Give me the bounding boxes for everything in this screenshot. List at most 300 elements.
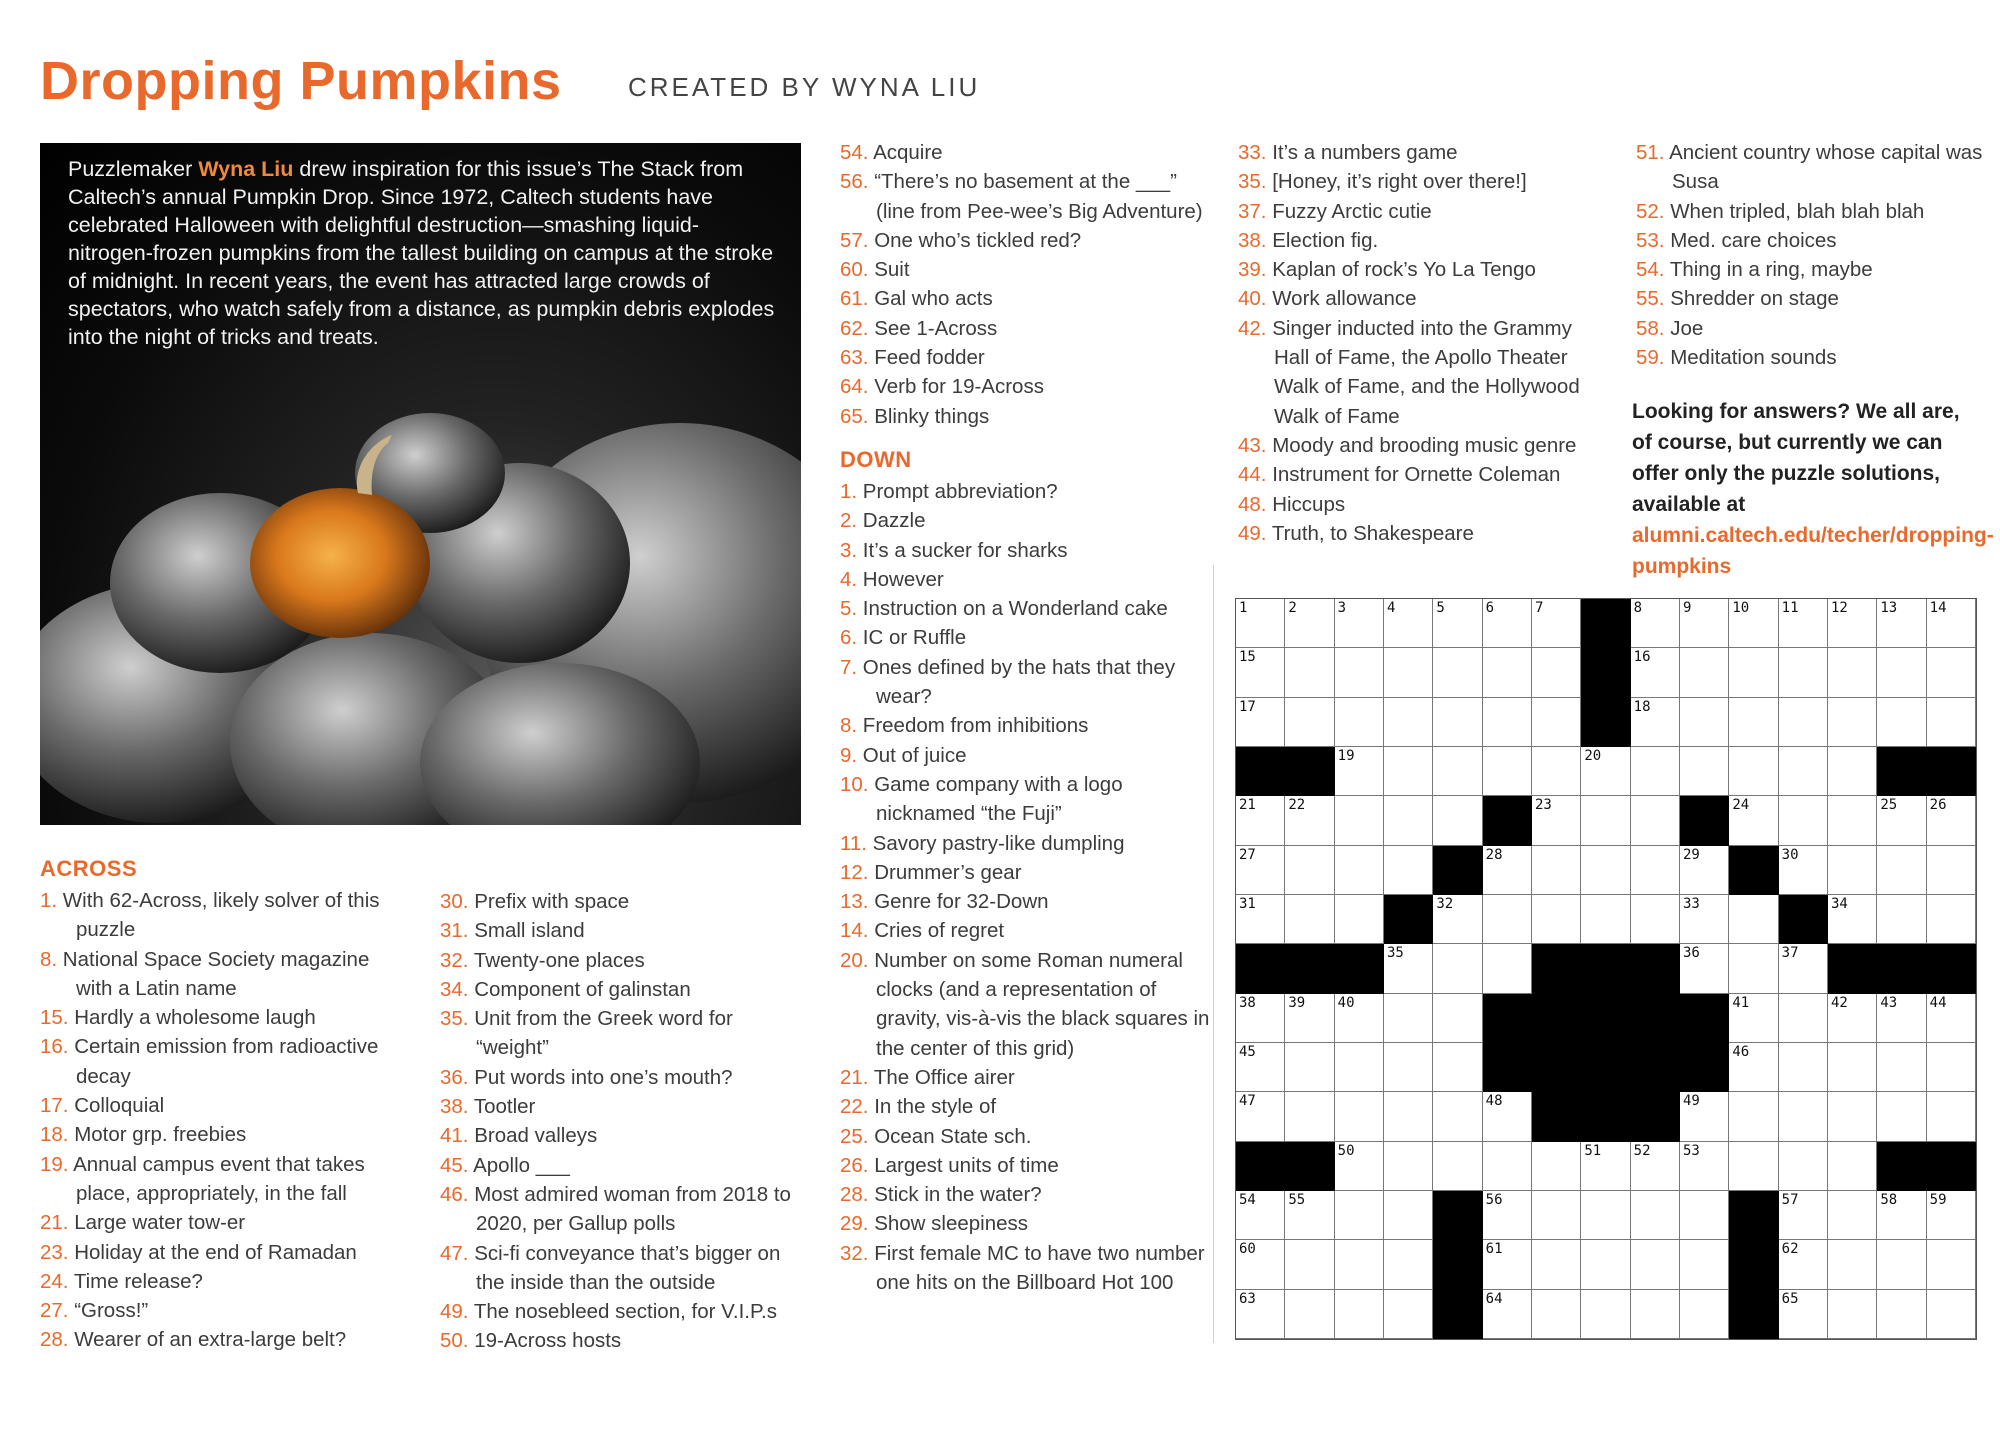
- grid-cell[interactable]: [1927, 796, 1976, 845]
- grid-cell[interactable]: [1285, 1240, 1334, 1289]
- grid-cell[interactable]: [1532, 1290, 1581, 1339]
- grid-cell[interactable]: [1779, 944, 1828, 993]
- black-square: [1680, 1043, 1729, 1092]
- black-square: [1285, 1142, 1334, 1191]
- grid-cell[interactable]: [1927, 1240, 1976, 1289]
- grid-cell[interactable]: [1680, 944, 1729, 993]
- across-clue-57: [840, 226, 1210, 255]
- black-square: [1483, 994, 1532, 1043]
- grid-cell[interactable]: [1236, 698, 1285, 747]
- grid-cell[interactable]: [1779, 1043, 1828, 1092]
- grid-cell[interactable]: [1384, 846, 1433, 895]
- grid-cell[interactable]: [1631, 796, 1680, 845]
- black-square: [1532, 1092, 1581, 1141]
- grid-cell[interactable]: [1877, 994, 1926, 1043]
- grid-cell[interactable]: [1729, 1142, 1778, 1191]
- grid-cell[interactable]: [1779, 698, 1828, 747]
- clue-text: IC or Ruffle: [857, 626, 967, 650]
- grid-cell[interactable]: [1828, 747, 1877, 796]
- grid-cell[interactable]: [1483, 1290, 1532, 1339]
- clue-text: Election fig.: [1266, 228, 1379, 252]
- grid-cell[interactable]: [1877, 846, 1926, 895]
- clue-text: Ones defined by the hats that they wear?: [857, 655, 1176, 709]
- grid-cell[interactable]: [1581, 1142, 1630, 1191]
- across-clue-17: [40, 1091, 410, 1120]
- clue-text: Certain emission from radioactive decay: [68, 1035, 379, 1088]
- grid-cell[interactable]: [1631, 599, 1680, 648]
- grid-cell[interactable]: [1927, 1092, 1976, 1141]
- down-clue-28: [840, 1180, 1210, 1209]
- grid-cell[interactable]: [1433, 895, 1482, 944]
- cell-number: 46: [1732, 1044, 1750, 1060]
- clue-number: 10.: [840, 772, 869, 796]
- grid-cell[interactable]: [1483, 1092, 1532, 1141]
- grid-cell[interactable]: [1335, 994, 1384, 1043]
- grid-cell[interactable]: [1433, 994, 1482, 1043]
- grid-cell[interactable]: [1779, 994, 1828, 1043]
- grid-cell[interactable]: [1877, 648, 1926, 697]
- grid-cell[interactable]: [1285, 994, 1334, 1043]
- grid-cell[interactable]: [1335, 1092, 1384, 1141]
- cell-number: 25: [1880, 797, 1898, 814]
- cell-number: 26: [1929, 797, 1947, 814]
- grid-cell[interactable]: [1729, 994, 1778, 1043]
- grid-cell[interactable]: [1729, 698, 1778, 747]
- grid-cell[interactable]: [1483, 1240, 1532, 1289]
- grid-cell[interactable]: [1236, 648, 1285, 697]
- clue-text: The nosebleed section, for V.I.P.s: [468, 1300, 777, 1324]
- grid-cell[interactable]: [1384, 796, 1433, 845]
- clue-text: Small island: [468, 919, 585, 943]
- clue-text: [Honey, it’s right over there!]: [1266, 170, 1527, 194]
- cell-number: 13: [1880, 600, 1898, 616]
- grid-cell[interactable]: [1384, 698, 1433, 747]
- grid-cell[interactable]: [1828, 895, 1877, 944]
- grid-cell[interactable]: [1433, 1043, 1482, 1092]
- black-square: [1483, 796, 1532, 845]
- grid-cell[interactable]: [1877, 1191, 1926, 1240]
- grid-cell[interactable]: [1285, 599, 1334, 648]
- grid-cell[interactable]: [1927, 895, 1976, 944]
- grid-cell[interactable]: [1236, 1240, 1285, 1289]
- grid-cell[interactable]: [1828, 846, 1877, 895]
- grid-cell[interactable]: [1927, 698, 1976, 747]
- grid-cell[interactable]: [1877, 1043, 1926, 1092]
- grid-cell[interactable]: [1532, 846, 1581, 895]
- clue-number: 8.: [40, 947, 58, 971]
- clue-number: 6.: [840, 626, 858, 650]
- grid-cell[interactable]: [1680, 599, 1729, 648]
- grid-cell[interactable]: [1877, 796, 1926, 845]
- grid-cell[interactable]: [1680, 648, 1729, 697]
- grid-cell[interactable]: [1729, 944, 1778, 993]
- grid-cell[interactable]: [1581, 1240, 1630, 1289]
- grid-cell[interactable]: [1779, 1290, 1828, 1339]
- cell-number: 35: [1387, 945, 1404, 962]
- grid-cell[interactable]: [1680, 846, 1729, 895]
- black-square: [1729, 1240, 1778, 1289]
- grid-cell[interactable]: [1335, 1240, 1384, 1289]
- grid-cell[interactable]: [1927, 994, 1976, 1043]
- grid-cell[interactable]: [1532, 698, 1581, 747]
- cell-number: 9: [1683, 600, 1692, 616]
- cell-number: 2: [1288, 600, 1297, 616]
- cell-number: 11: [1781, 600, 1799, 616]
- clue-text: It’s a numbers game: [1266, 141, 1458, 164]
- down-clue-37: [1238, 197, 1608, 226]
- grid-cell[interactable]: [1236, 599, 1285, 648]
- cell-number: 61: [1485, 1241, 1503, 1258]
- grid-cell[interactable]: [1729, 648, 1778, 697]
- grid-cell[interactable]: [1631, 1240, 1680, 1289]
- grid-cell[interactable]: [1335, 895, 1384, 944]
- black-square: [1581, 698, 1630, 747]
- clue-number: 53.: [1636, 228, 1665, 252]
- grid-cell[interactable]: [1285, 1092, 1334, 1141]
- black-square: [1236, 1142, 1285, 1191]
- down-clue-6: [840, 623, 1210, 652]
- cell-number: 38: [1239, 994, 1256, 1011]
- grid-cell[interactable]: [1631, 1142, 1680, 1191]
- black-square: [1532, 944, 1581, 993]
- grid-cell[interactable]: [1384, 1191, 1433, 1240]
- grid-cell[interactable]: [1927, 1290, 1976, 1339]
- grid-cell[interactable]: [1335, 1043, 1384, 1092]
- cell-number: 43: [1880, 994, 1898, 1011]
- grid-cell[interactable]: [1483, 895, 1532, 944]
- cell-number: 60: [1239, 1241, 1256, 1258]
- across-clue-38: [440, 1092, 810, 1121]
- grid-cell[interactable]: [1680, 1290, 1729, 1339]
- black-square: [1927, 1142, 1976, 1191]
- clue-number: 25.: [840, 1124, 869, 1148]
- clue-text: Blinky things: [868, 404, 990, 428]
- grid-cell[interactable]: [1335, 648, 1384, 697]
- grid-cell[interactable]: [1335, 747, 1384, 796]
- clue-number: 37.: [1238, 199, 1267, 223]
- grid-cell[interactable]: [1384, 944, 1433, 993]
- clue-number: 48.: [1238, 492, 1267, 516]
- grid-cell[interactable]: [1285, 895, 1334, 944]
- grid-cell[interactable]: [1779, 747, 1828, 796]
- clue-number: 62.: [840, 316, 869, 340]
- grid-cell[interactable]: [1433, 944, 1482, 993]
- cell-number: 62: [1781, 1241, 1799, 1258]
- grid-cell[interactable]: [1532, 747, 1581, 796]
- puzzle-byline: CREATED BY WYNA LIU: [628, 72, 981, 102]
- clue-number: 42.: [1238, 316, 1267, 340]
- clue-number: 4.: [840, 567, 858, 591]
- clue-text: Thing in a ring, maybe: [1664, 258, 1873, 282]
- grid-cell[interactable]: [1877, 895, 1926, 944]
- grid-cell[interactable]: [1581, 846, 1630, 895]
- grid-cell[interactable]: [1680, 1240, 1729, 1289]
- grid-cell[interactable]: [1631, 698, 1680, 747]
- clue-text: Savory pastry-like dumpling: [866, 831, 1125, 855]
- grid-cell[interactable]: [1581, 1290, 1630, 1339]
- clue-text: Most admired woman from 2018 to 2020, per Gallup polls: [468, 1182, 791, 1236]
- grid-cell[interactable]: [1384, 1092, 1433, 1141]
- across-clue-8: [40, 945, 410, 1004]
- grid-cell[interactable]: [1680, 698, 1729, 747]
- grid-cell[interactable]: [1828, 1191, 1877, 1240]
- grid-cell[interactable]: [1779, 1191, 1828, 1240]
- grid-cell[interactable]: [1680, 1142, 1729, 1191]
- clue-text: Broad valleys: [468, 1124, 598, 1148]
- grid-cell[interactable]: [1532, 1240, 1581, 1289]
- grid-cell[interactable]: [1532, 895, 1581, 944]
- grid-cell[interactable]: [1236, 1092, 1285, 1141]
- grid-cell[interactable]: [1631, 895, 1680, 944]
- grid-cell[interactable]: [1483, 747, 1532, 796]
- grid-cell[interactable]: [1433, 648, 1482, 697]
- clue-text: Genre for 32-Down: [868, 890, 1049, 914]
- grid-cell[interactable]: [1729, 1043, 1778, 1092]
- grid-cell[interactable]: [1680, 1191, 1729, 1240]
- grid-cell[interactable]: [1433, 796, 1482, 845]
- grid-cell[interactable]: [1828, 1142, 1877, 1191]
- down-clue-44: [1238, 460, 1608, 489]
- cell-number: 51: [1584, 1142, 1602, 1159]
- grid-cell[interactable]: [1680, 747, 1729, 796]
- across-clue-30: [440, 887, 810, 916]
- grid-cell[interactable]: [1877, 1240, 1926, 1289]
- grid-cell[interactable]: [1285, 648, 1334, 697]
- clue-number: 1.: [40, 889, 58, 912]
- black-square: [1631, 944, 1680, 993]
- grid-cell[interactable]: [1779, 1142, 1828, 1191]
- grid-cell[interactable]: [1483, 599, 1532, 648]
- grid-cell[interactable]: [1236, 1290, 1285, 1339]
- grid-cell[interactable]: [1384, 1142, 1433, 1191]
- grid-cell[interactable]: [1483, 698, 1532, 747]
- clue-number: 35.: [1238, 170, 1267, 194]
- clue-number: 61.: [840, 287, 869, 311]
- grid-cell[interactable]: [1433, 1092, 1482, 1141]
- clue-text: Med. care choices: [1664, 228, 1837, 252]
- grid-cell[interactable]: [1631, 1191, 1680, 1240]
- grid-cell[interactable]: [1532, 1191, 1581, 1240]
- grid-cell[interactable]: [1483, 1142, 1532, 1191]
- grid-cell[interactable]: [1729, 796, 1778, 845]
- grid-cell[interactable]: [1581, 1191, 1630, 1240]
- grid-cell[interactable]: [1828, 796, 1877, 845]
- clue-number: 18.: [40, 1123, 69, 1147]
- clue-number: 15.: [40, 1006, 69, 1030]
- grid-cell[interactable]: [1828, 1092, 1877, 1141]
- grid-cell[interactable]: [1384, 648, 1433, 697]
- clue-number: 22.: [840, 1095, 869, 1119]
- cell-number: 44: [1929, 994, 1947, 1011]
- grid-cell[interactable]: [1236, 1191, 1285, 1240]
- grid-cell[interactable]: [1483, 648, 1532, 697]
- cell-number: 12: [1831, 600, 1848, 616]
- clue-number: 41.: [440, 1124, 469, 1148]
- clue-text: Joe: [1664, 316, 1704, 340]
- grid-cell[interactable]: [1335, 796, 1384, 845]
- grid-cell[interactable]: [1433, 747, 1482, 796]
- grid-cell[interactable]: [1236, 895, 1285, 944]
- crossword-grid: [1235, 598, 1977, 1340]
- grid-cell[interactable]: [1779, 599, 1828, 648]
- grid-cell[interactable]: [1828, 698, 1877, 747]
- clue-number: 7.: [840, 655, 858, 679]
- grid-cell[interactable]: [1581, 796, 1630, 845]
- grid-cell[interactable]: [1285, 846, 1334, 895]
- clue-number: 38.: [440, 1095, 469, 1119]
- clue-number: 49.: [1238, 521, 1267, 545]
- cell-number: 23: [1535, 797, 1552, 814]
- clue-number: 9.: [840, 743, 858, 767]
- black-square: [1236, 747, 1285, 796]
- grid-cell[interactable]: [1285, 1043, 1334, 1092]
- grid-cell[interactable]: [1877, 698, 1926, 747]
- grid-cell[interactable]: [1384, 1043, 1433, 1092]
- grid-cell[interactable]: [1236, 994, 1285, 1043]
- cell-number: 37: [1781, 945, 1799, 962]
- black-square: [1433, 1240, 1482, 1289]
- clue-number: 54.: [840, 141, 869, 164]
- grid-cell[interactable]: [1631, 846, 1680, 895]
- cell-number: 17: [1239, 698, 1256, 715]
- grid-cell[interactable]: [1877, 599, 1926, 648]
- clue-text: With 62-Across, likely solver of this puzzle: [57, 889, 380, 942]
- grid-cell[interactable]: [1532, 1142, 1581, 1191]
- grid-cell[interactable]: [1631, 648, 1680, 697]
- grid-cell[interactable]: [1433, 698, 1482, 747]
- clue-number: 13.: [840, 890, 869, 914]
- grid-cell[interactable]: [1680, 1092, 1729, 1141]
- cell-number: 36: [1683, 945, 1700, 962]
- grid-cell[interactable]: [1335, 846, 1384, 895]
- across-column-2: [440, 887, 810, 1356]
- grid-cell[interactable]: [1384, 994, 1433, 1043]
- clue-number: 38.: [1238, 228, 1267, 252]
- clue-number: 23.: [40, 1240, 69, 1264]
- clue-text: Truth, to Shakespeare: [1266, 521, 1474, 545]
- clue-number: 45.: [440, 1153, 469, 1177]
- grid-cell[interactable]: [1483, 1191, 1532, 1240]
- down-clue-33: [1238, 138, 1608, 167]
- grid-cell[interactable]: [1532, 599, 1581, 648]
- grid-cell[interactable]: [1384, 599, 1433, 648]
- grid-cell[interactable]: [1927, 648, 1976, 697]
- grid-cell[interactable]: [1927, 599, 1976, 648]
- grid-cell[interactable]: [1927, 846, 1976, 895]
- grid-cell[interactable]: [1433, 1142, 1482, 1191]
- solutions-link[interactable]: alumni.caltech.edu/techer/dropping-pumpkins: [1632, 524, 1994, 578]
- grid-cell[interactable]: [1680, 895, 1729, 944]
- grid-cell[interactable]: [1779, 846, 1828, 895]
- cell-number: 8: [1633, 600, 1643, 616]
- clue-number: 24.: [40, 1269, 69, 1293]
- cell-number: 20: [1584, 748, 1602, 764]
- grid-cell[interactable]: [1631, 1290, 1680, 1339]
- down-clue-52: [1636, 197, 1986, 226]
- clue-number: 54.: [1636, 258, 1665, 282]
- grid-cell[interactable]: [1779, 1092, 1828, 1141]
- clue-text: Gal who acts: [868, 287, 993, 311]
- clue-text: Cries of regret: [868, 919, 1005, 943]
- grid-cell[interactable]: [1779, 648, 1828, 697]
- grid-cell[interactable]: [1828, 1290, 1877, 1339]
- clue-number: 1.: [840, 479, 858, 503]
- grid-cell[interactable]: [1236, 846, 1285, 895]
- grid-cell[interactable]: [1285, 698, 1334, 747]
- cell-number: 31: [1239, 896, 1256, 912]
- grid-cell[interactable]: [1384, 1290, 1433, 1339]
- grid-cell[interactable]: [1433, 599, 1482, 648]
- clue-number: 28.: [40, 1328, 69, 1352]
- grid-cell[interactable]: [1384, 1240, 1433, 1289]
- grid-cell[interactable]: [1729, 747, 1778, 796]
- grid-cell[interactable]: [1335, 1142, 1384, 1191]
- down-clue-40: [1238, 284, 1608, 313]
- grid-cell[interactable]: [1335, 1290, 1384, 1339]
- grid-cell[interactable]: [1285, 1191, 1334, 1240]
- clue-text: Wearer of an extra-large belt?: [68, 1328, 347, 1352]
- clue-number: 31.: [440, 919, 469, 943]
- grid-cell[interactable]: [1631, 747, 1680, 796]
- grid-cell[interactable]: [1335, 698, 1384, 747]
- down-clue-58: [1636, 314, 1986, 343]
- cell-number: 39: [1288, 994, 1306, 1011]
- cell-number: 52: [1633, 1142, 1651, 1159]
- grid-cell[interactable]: [1729, 895, 1778, 944]
- grid-cell[interactable]: [1384, 747, 1433, 796]
- grid-cell[interactable]: [1285, 796, 1334, 845]
- grid-cell[interactable]: [1828, 994, 1877, 1043]
- grid-cell[interactable]: [1927, 1043, 1976, 1092]
- cell-number: 14: [1929, 600, 1947, 616]
- grid-cell[interactable]: [1828, 1240, 1877, 1289]
- grid-cell[interactable]: [1335, 599, 1384, 648]
- clue-text: Instrument for Ornette Coleman: [1266, 463, 1561, 487]
- grid-cell[interactable]: [1729, 1092, 1778, 1141]
- grid-cell[interactable]: [1285, 1290, 1334, 1339]
- clue-text: First female MC to have two number one hits on the Billboard Hot 100: [868, 1241, 1205, 1294]
- across-clue-27: [40, 1296, 410, 1325]
- across-clue-46: [440, 1180, 810, 1239]
- clue-number: 34.: [440, 977, 469, 1001]
- answers-note: Looking for answers? We all are, of course, but currently we can offer only the puzzle solutions, available at alumni.caltech.edu/techer/dropping-pumpkins: [1632, 400, 1994, 578]
- grid-cell[interactable]: [1779, 796, 1828, 845]
- clue-number: 21.: [40, 1211, 69, 1235]
- grid-cell[interactable]: [1877, 1290, 1926, 1339]
- grid-cell[interactable]: [1828, 648, 1877, 697]
- across-clue-15: [40, 1003, 410, 1032]
- grid-cell[interactable]: [1828, 599, 1877, 648]
- grid-cell[interactable]: [1483, 846, 1532, 895]
- grid-cell[interactable]: [1236, 1043, 1285, 1092]
- grid-cell[interactable]: [1927, 1191, 1976, 1240]
- grid-cell[interactable]: [1532, 796, 1581, 845]
- grid-cell[interactable]: [1532, 648, 1581, 697]
- cell-number: 5: [1436, 600, 1445, 616]
- down-clue-11: [840, 829, 1210, 858]
- grid-cell[interactable]: [1729, 599, 1778, 648]
- grid-cell[interactable]: [1779, 1240, 1828, 1289]
- grid-cell[interactable]: [1483, 944, 1532, 993]
- grid-cell[interactable]: [1335, 1191, 1384, 1240]
- grid-cell[interactable]: [1877, 1092, 1926, 1141]
- cell-number: 58: [1880, 1192, 1898, 1208]
- grid-cell[interactable]: [1828, 1043, 1877, 1092]
- grid-cell[interactable]: [1581, 895, 1630, 944]
- grid-cell[interactable]: [1236, 796, 1285, 845]
- grid-cell[interactable]: [1581, 747, 1630, 796]
- clue-text: Annual campus event that takes place, appropriately, in the fall: [68, 1152, 365, 1205]
